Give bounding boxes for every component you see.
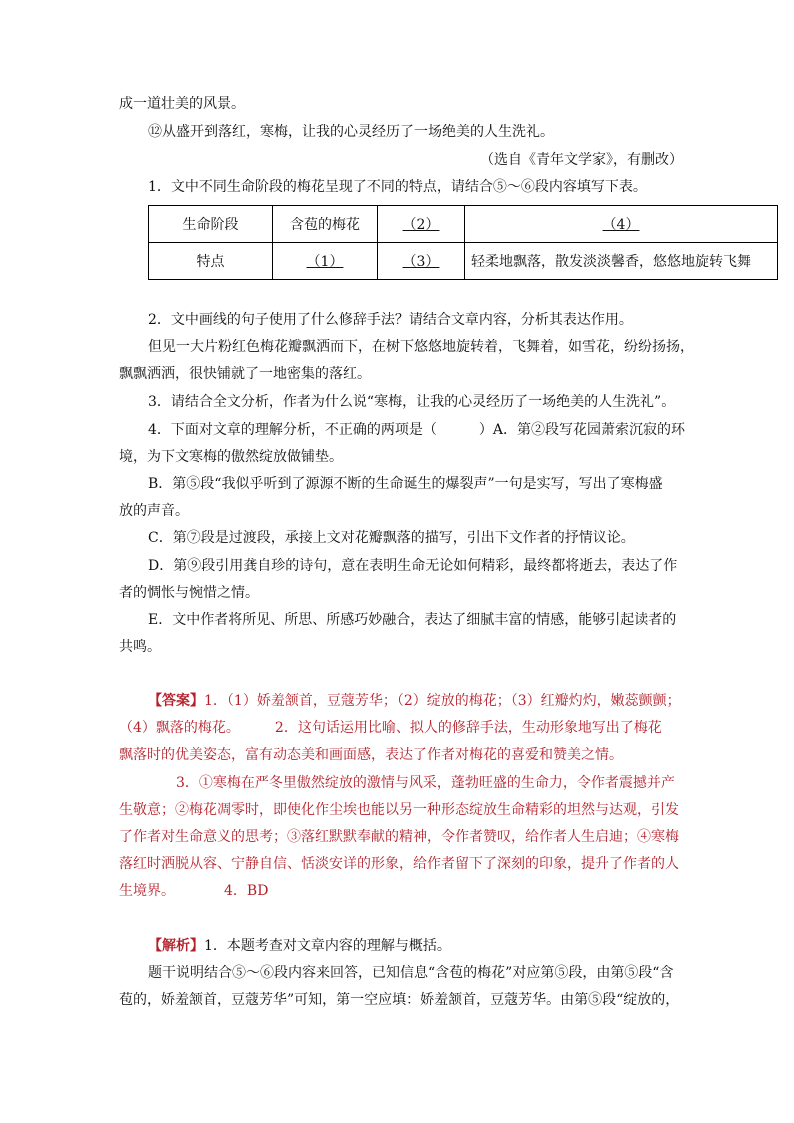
table-cell-blank: （4） bbox=[465, 206, 778, 243]
table-row bbox=[149, 206, 778, 243]
option-e: E．文中作者将所见、所思、所感巧妙融合，表达了细腻丰富的情感，能够引起读者的 bbox=[148, 612, 677, 628]
source-note: （选自《青年文学家》，有删改） bbox=[480, 152, 683, 168]
table-cell: 含苞的梅花 bbox=[273, 206, 378, 243]
answer-line: 飘落时的优美姿态，富有动态美和画面感，表达了作者对梅花的喜爱和赞美之情。 bbox=[119, 747, 623, 763]
analysis-line: 苞的，娇羞颔首，豆蔻芳华”可知，第一空应填：娇羞颔首，豆蔻芳华。由第⑤段“绽放的， bbox=[119, 992, 680, 1008]
answer-line: 生敬意；②梅花凋零时，即使化作尘埃也能以另一种形态绽放生命精彩的坦然与达观，引发 bbox=[119, 802, 679, 818]
question-2: 2．文中画线的句子使用了什么修辞手法？请结合文章内容，分析其表达作用。 bbox=[148, 312, 633, 328]
table-cell: 特点 bbox=[149, 243, 273, 280]
answer-line: （4）飘落的梅花。 2．这句话运用比喻、拟人的修辞手法，生动形象地写出了梅花 bbox=[119, 720, 662, 736]
option-d: D．第⑨段引用龚自珍的诗句，意在表明生命无论如何精彩，最终都将逝去，表达了作 bbox=[148, 558, 678, 574]
answer-label: 【答案】 bbox=[148, 693, 204, 709]
answer-line: 了作者对生命意义的思考；③落红默默奉献的精神，令作者赞叹，给作者人生启迪；④寒梅 bbox=[119, 829, 679, 845]
paragraph-end: 成一道壮美的风景。 bbox=[119, 96, 245, 112]
answer-line: 3．①寒梅在严冬里傲然绽放的激情与风采，蓬勃旺盛的生命力，令作者震撼并产 bbox=[176, 775, 675, 791]
table-cell-blank: （2） bbox=[378, 206, 465, 243]
option-b-cont: 放的声音。 bbox=[119, 503, 189, 519]
table-cell: 生命阶段 bbox=[149, 206, 273, 243]
answer-line: 生境界。 4．BD bbox=[119, 883, 269, 899]
answer-table bbox=[148, 205, 778, 280]
analysis-line: 题干说明结合⑤～⑥段内容来回答，已知信息“含苞的梅花”对应第⑤段，由第⑤段“含 bbox=[148, 965, 674, 981]
table-cell-blank: （3） bbox=[378, 243, 465, 280]
question-1: 1．文中不同生命阶段的梅花呈现了不同的特点，请结合⑤～⑥段内容填写下表。 bbox=[148, 179, 647, 195]
answer-text: 1．（1）娇羞颔首，豆蔻芳华；（2）绽放的梅花；（3）红瓣灼灼，嫩蕊颤颤； bbox=[204, 693, 681, 709]
question-4-cont: 境，为下文寒梅的傲然绽放做铺垫。 bbox=[119, 449, 343, 465]
table-cell: 轻柔地飘落，散发淡淡馨香，悠悠地旋转飞舞 bbox=[465, 243, 778, 280]
option-d-cont: 者的惆怅与惋惜之情。 bbox=[119, 585, 259, 601]
quote-line: 但见一大片粉红色梅花瓣飘洒而下，在树下悠悠地旋转着，飞舞着，如雪花，纷纷扬扬， bbox=[148, 339, 694, 355]
option-e-cont: 共鸣。 bbox=[119, 639, 161, 655]
analysis-text: 1．本题考查对文章内容的理解与概括。 bbox=[204, 938, 451, 954]
table-row bbox=[149, 243, 778, 280]
table-cell-blank: （1） bbox=[273, 243, 378, 280]
answer-line: 落红时洒脱从容、宁静自信、恬淡安详的形象，给作者留下了深刻的印象，提升了作者的人 bbox=[119, 856, 679, 872]
option-c: C．第⑦段是过渡段，承接上文对花瓣飘落的描写，引出下文作者的抒情议论。 bbox=[148, 530, 635, 546]
question-3: 3．请结合全文分析，作者为什么说“寒梅，让我的心灵经历了一场绝美的人生洗礼”。 bbox=[148, 394, 676, 410]
option-b: B．第⑤段“我似乎听到了源源不断的生命诞生的爆裂声”一句是实写，写出了寒梅盛 bbox=[148, 476, 663, 492]
analysis-line bbox=[148, 936, 451, 956]
quote-line: 飘飘洒洒，很快铺就了一地密集的落红。 bbox=[119, 366, 371, 382]
question-4: 4．下面对文章的理解分析，不正确的两项是（ ）A．第②段写花园萧索沉寂的环 bbox=[148, 422, 686, 438]
answer-line bbox=[148, 691, 681, 711]
paragraph-12: ⑫从盛开到落红，寒梅，让我的心灵经历了一场绝美的人生洗礼。 bbox=[148, 124, 554, 140]
analysis-label: 【解析】 bbox=[148, 938, 204, 954]
